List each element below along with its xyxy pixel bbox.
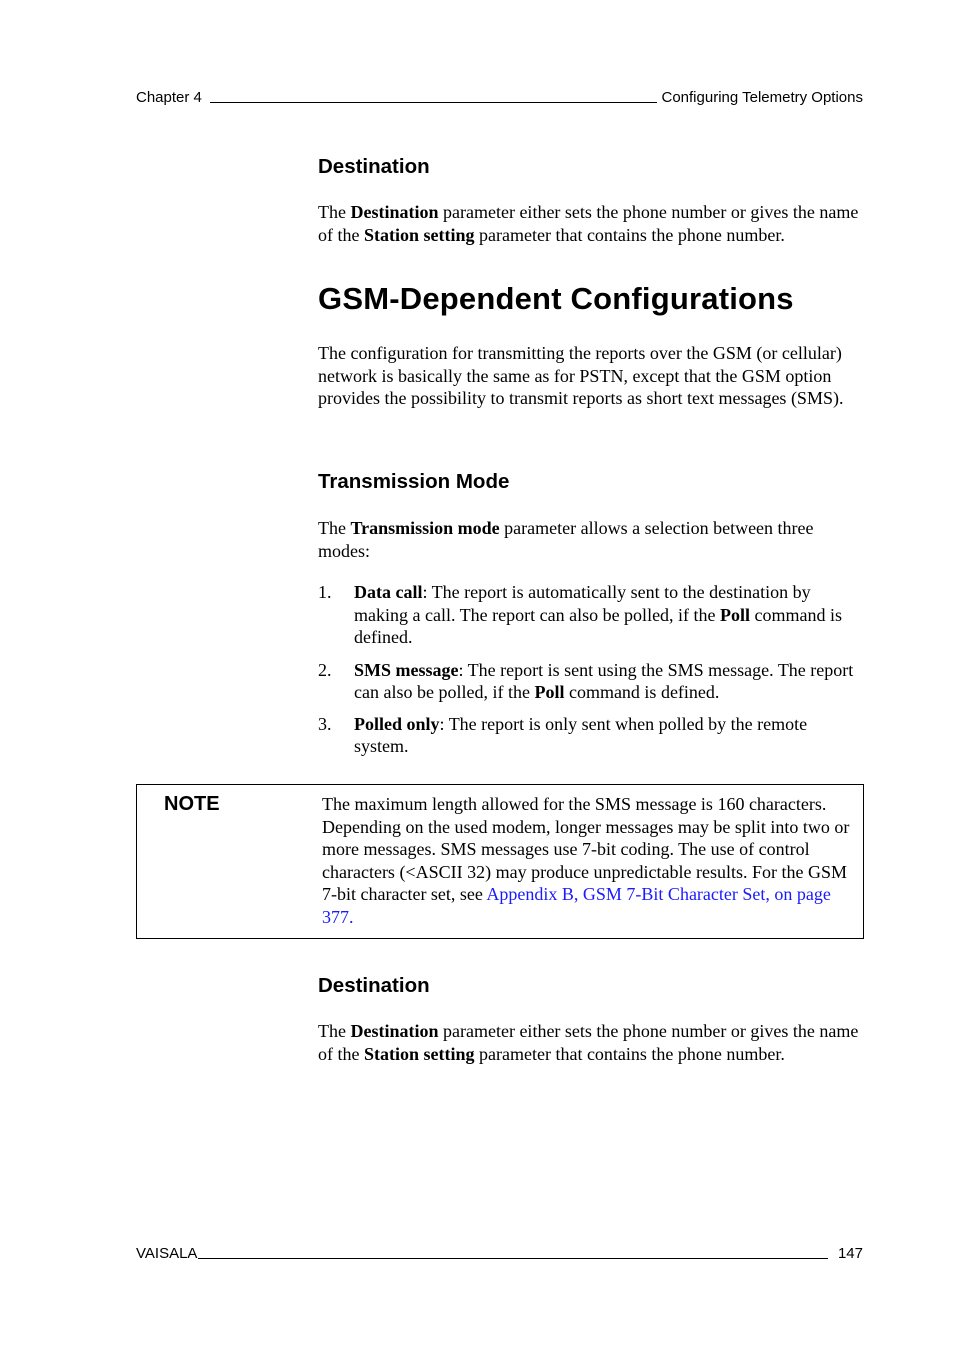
note-box (136, 784, 864, 939)
list-item: 2. SMS message: The report is sent using the SMS message. The report can also be polled, if the Poll command is defined. (318, 659, 854, 702)
note-label: NOTE (164, 793, 220, 815)
appendix-link[interactable]: Appendix B, GSM 7-Bit Character Set, on page 377 (322, 884, 831, 927)
heading-destination-2: Destination (318, 974, 430, 997)
mode-list (318, 581, 866, 758)
header-rule (210, 102, 657, 103)
footer-rule (198, 1258, 828, 1259)
page-number: 147 (837, 1245, 863, 1262)
term-destination: Destination (350, 202, 439, 222)
heading-transmission-mode: Transmission Mode (318, 470, 510, 493)
header-title: Configuring Telemetry Options (661, 89, 863, 106)
list-item: 1. Data call: The report is automatically sent to the destination by making a call. The report can also be polled, if the Poll command is defined. (318, 582, 843, 647)
section-destination-1 (318, 154, 866, 180)
paragraph-transmission: The Transmission mode parameter allows a selection between three modes: (318, 518, 814, 561)
running-header (136, 86, 863, 106)
footer-company: VAISALA (136, 1245, 198, 1262)
section-gsm (318, 280, 866, 318)
term-destination: Destination (350, 1021, 439, 1041)
header-chapter: Chapter 4 (136, 89, 202, 106)
section-transmission-mode (318, 469, 866, 495)
paragraph-intro: The configuration for transmitting the reports over the GSM (or cellular) network is basically the same as for PSTN, except that the GSM option provides the possibility to transmit reports as short text messages (SMS). (318, 343, 844, 408)
running-footer (136, 1242, 863, 1262)
heading-gsm-dependent: GSM-Dependent Configurations (318, 281, 794, 316)
term-station-setting: Station setting (363, 1043, 475, 1064)
note-text: The maximum length allowed for the SMS message is 160 characters. Depending on the used modem, longer messages may be split into two or more messages. SMS messages use 7-bit coding. The use of control characters (<ASCII 32) may produce unpredictable results. For the GSM 7-bit character set, see Appendix B, GSM 7-Bit Character Set, on page 377. (322, 794, 850, 927)
paragraph-destination-2: The Destination parameter either sets the phone number or gives the name of the Station setting parameter that contains the phone number. (318, 1021, 859, 1064)
term-transmission-mode: Transmission mode (350, 518, 500, 538)
heading-destination-1: Destination (318, 155, 430, 178)
section-destination-2 (318, 973, 866, 999)
list-item: 3. Polled only: The report is only sent when polled by the remote system. (318, 713, 808, 756)
term-station-setting: Station setting (363, 224, 475, 245)
paragraph-destination-1: The Destination parameter either sets the phone number or gives the name of the Station setting parameter that contains the phone number. (318, 202, 859, 245)
